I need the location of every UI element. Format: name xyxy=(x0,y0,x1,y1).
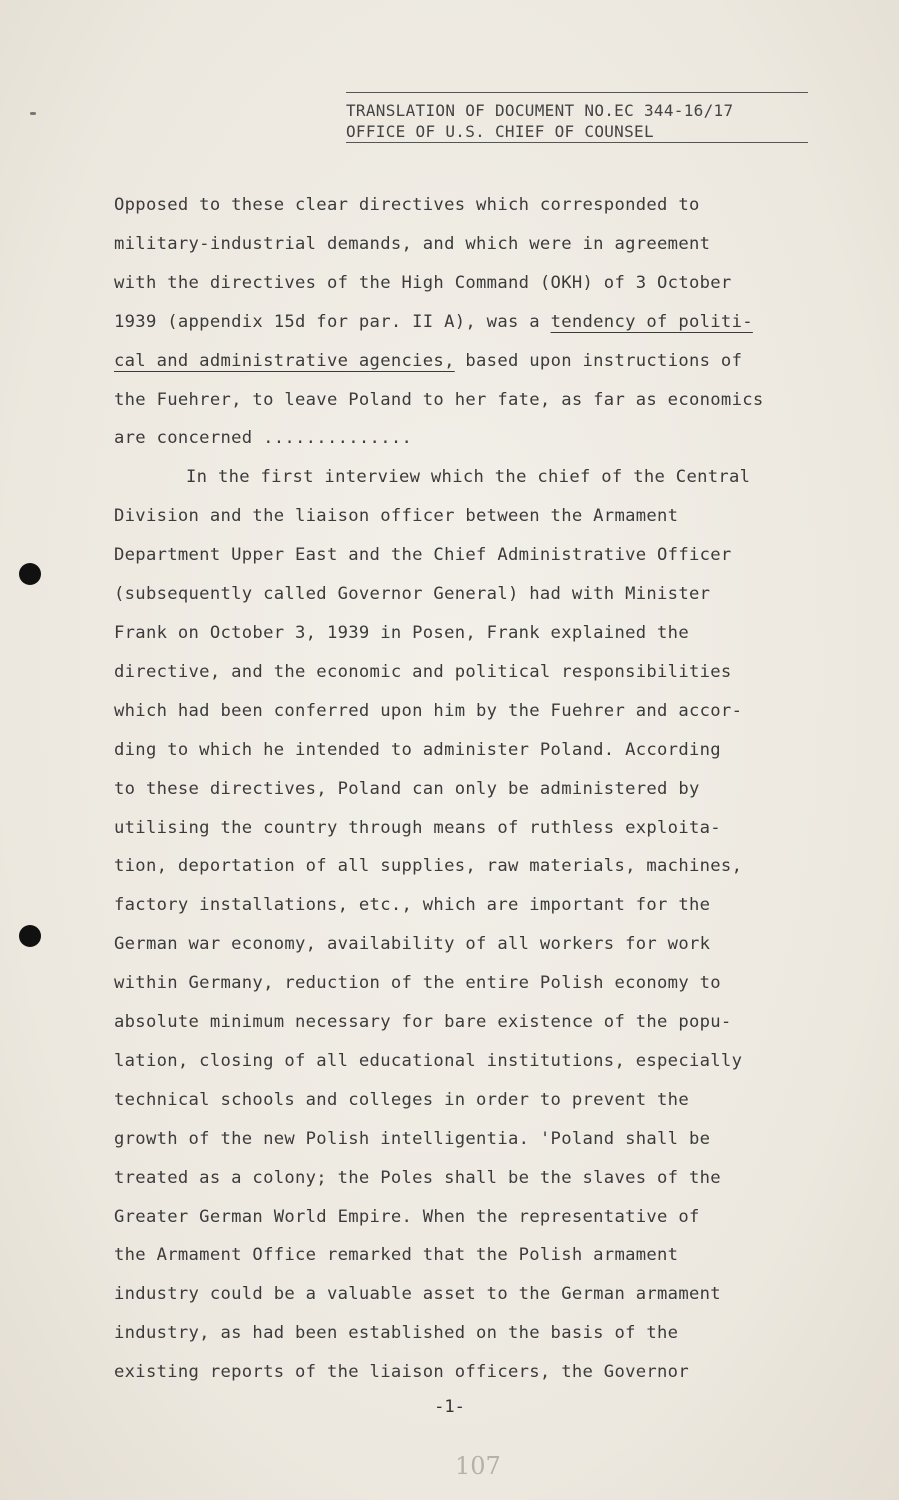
punch-hole-icon xyxy=(19,563,41,585)
text-line: Division and the liaison officer between the Armament xyxy=(114,506,679,527)
text-line: In the first interview which the chief of the Central xyxy=(186,467,751,488)
text-segment: 1939 (appendix 15d for par. II A), was a xyxy=(114,311,551,332)
text-line: existing reports of the liaison officers, the Governor xyxy=(114,1362,689,1383)
text-line xyxy=(114,342,834,381)
text-line: Greater German World Empire. When the representative of xyxy=(114,1206,700,1227)
text-line: the Armament Office remarked that the Polish armament xyxy=(114,1245,679,1266)
text-line: Frank on October 3, 1939 in Posen, Frank explained the xyxy=(114,622,689,643)
document-body xyxy=(114,186,834,1392)
text-line: German war economy, availability of all workers for work xyxy=(114,934,711,955)
punch-hole-icon xyxy=(19,925,41,947)
text-line: military-industrial demands, and which were in agreement xyxy=(114,233,711,254)
text-line: technical schools and colleges in order to prevent the xyxy=(114,1089,689,1110)
header-translation-line: TRANSLATION OF DOCUMENT NO.EC 344-16/17 xyxy=(346,101,734,120)
text-line: the Fuehrer, to leave Poland to her fate, as far as economics xyxy=(114,389,764,410)
text-line: industry could be a valuable asset to the German armament xyxy=(114,1284,721,1305)
underlined-phrase: tendency of politi- xyxy=(550,311,753,332)
text-line: factory installations, etc., which are important for the xyxy=(114,895,711,916)
text-line: Department Upper East and the Chief Administrative Officer xyxy=(114,545,732,566)
text-line: which had been conferred upon him by the Fuehrer and accor- xyxy=(114,700,743,721)
header-office-line: OFFICE OF U.S. CHIEF OF COUNSEL xyxy=(346,121,808,143)
text-line: tion, deportation of all supplies, raw materials, machines, xyxy=(114,856,743,877)
text-line: utilising the country through means of ruthless exploita- xyxy=(114,817,721,838)
text-line: directive, and the economic and political responsibilities xyxy=(114,661,732,682)
text-line: with the directives of the High Command (OKH) of 3 October xyxy=(114,272,732,293)
stray-mark xyxy=(30,112,36,115)
text-segment: based upon instructions of xyxy=(454,350,743,371)
header-top-rule xyxy=(346,92,808,93)
underlined-phrase: cal and administrative agencies, xyxy=(114,350,455,371)
text-line: lation, closing of all educational institutions, especially xyxy=(114,1050,743,1071)
document-header xyxy=(346,100,816,143)
handwritten-page-number: 107 xyxy=(455,1452,501,1480)
text-line: (subsequently called Governor General) had with Minister xyxy=(114,584,711,605)
text-line: ding to which he intended to administer Poland. According xyxy=(114,739,721,760)
text-line: absolute minimum necessary for bare existence of the popu- xyxy=(114,1012,732,1033)
text-line: within Germany, reduction of the entire Polish economy to xyxy=(114,973,721,994)
text-line: are concerned .............. xyxy=(114,428,413,449)
text-line: Opposed to these clear directives which corresponded to xyxy=(114,195,700,215)
text-line: to these directives, Poland can only be administered by xyxy=(114,778,700,799)
text-line xyxy=(114,303,834,342)
text-line: growth of the new Polish intelligentia. 'Poland shall be xyxy=(114,1128,711,1149)
page-number: -1- xyxy=(434,1397,465,1417)
text-line: industry, as had been established on the basis of the xyxy=(114,1323,679,1344)
text-line: treated as a colony; the Poles shall be the slaves of the xyxy=(114,1167,721,1188)
